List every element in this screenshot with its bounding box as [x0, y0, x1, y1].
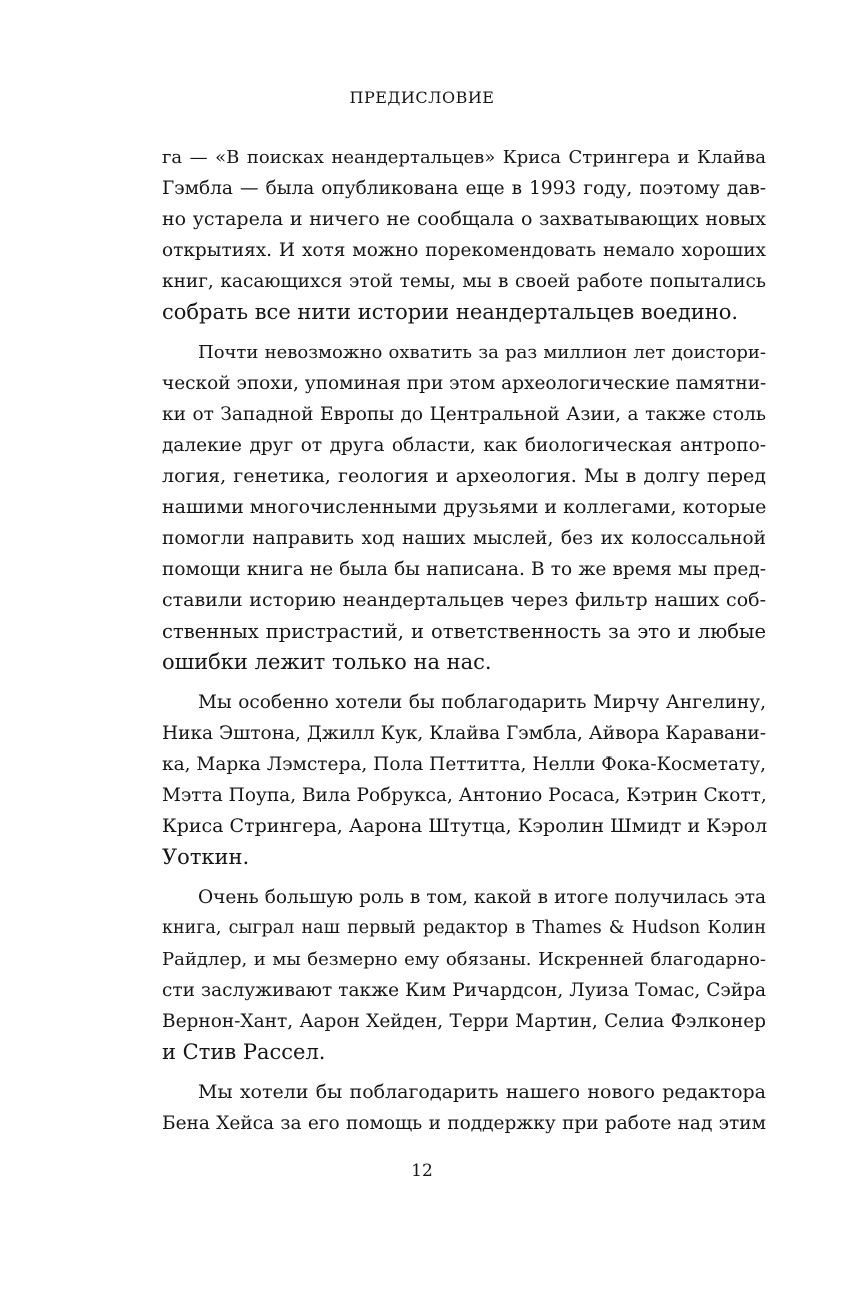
- text-line: Мэтта Поупа, Вила Робрукса, Антонио Росаса, Кэтрин Скотт,: [162, 785, 767, 806]
- text-line: ственных пристрастий, и ответственность за это и любые: [162, 620, 766, 643]
- text-line: ческой эпохи, упоминая при этом археологические памятни-: [162, 373, 767, 394]
- text-line: Гэмбла — была опубликована еще в 1993 году, поэтому дав-: [162, 178, 766, 199]
- text-line: но устарела и ничего не сообщала о захватывающих новых: [162, 208, 766, 230]
- text-line: Мы особенно хотели бы поблагодарить Мирчу Ангелину,: [198, 692, 766, 713]
- text-line: собрать все нити истории неандертальцев воедино.: [162, 300, 739, 324]
- text-line: га — «В поисках неандертальцев» Криса Стрингера и Клайва: [162, 147, 766, 168]
- text-line: ошибки лежит только на нас.: [162, 650, 492, 674]
- paragraph-3: [162, 687, 766, 873]
- paragraph-1: [162, 142, 766, 328]
- text-line: ки от Западной Европы до Центральной Азии, а также столь: [162, 404, 766, 425]
- text-line: книга, сыграл наш первый редактор в Thames & Hudson Колин: [162, 918, 766, 938]
- text-line: помогли направить ход наших мыслей, без их колоссальной: [162, 528, 766, 549]
- text-line: Мы хотели бы поблагодарить нашего нового редактора: [198, 1081, 766, 1103]
- text-line: помощи книга не была бы написана. В то же время мы пред-: [162, 559, 766, 580]
- text-line: Ника Эштона, Джилл Кук, Клайва Гэмбла, Айвора Каравани-: [162, 723, 766, 744]
- text-line: сти заслуживают также Ким Ричардсон, Луиза Томас, Сэйра: [162, 980, 766, 1001]
- text-line: Бена Хейса за его помощь и поддержку при работе над этим: [162, 1113, 766, 1134]
- text-line: Почти невозможно охватить за раз миллион лет доистори-: [198, 342, 766, 363]
- text-line: и Стив Рассел.: [162, 1040, 326, 1064]
- text-line: Очень большую роль в том, какой в итоге получилась эта: [198, 887, 766, 908]
- text-line: Вернон-Хант, Аарон Хейден, Терри Мартин, Селиа Фэлконер: [162, 1011, 766, 1032]
- paragraph-4: [162, 882, 766, 1068]
- text-line: книг, касающихся этой темы, мы в своей работе попытались: [162, 271, 766, 292]
- text-line: Уоткин.: [162, 845, 250, 869]
- text-line: ка, Марка Лэмстера, Пола Петтитта, Нелли Фока-Косметату,: [162, 754, 766, 775]
- text-line: Райдлер, и мы безмерно ему обязаны. Искренней благодарно-: [162, 949, 766, 970]
- text-line: открытиях. И хотя можно порекомендовать немало хороших: [162, 240, 766, 261]
- text-line: Криса Стрингера, Аарона Штутца, Кэролин Шмидт и Кэрол: [162, 815, 768, 837]
- running-head: ПРЕДИСЛОВИЕ: [349, 88, 495, 107]
- body-text: [162, 142, 766, 1148]
- text-line: далекие друг от друга области, как биологическая антропо-: [162, 435, 766, 456]
- text-line: логия, генетика, геология и археология. Мы в долгу перед: [162, 465, 766, 487]
- page-number: 12: [411, 1161, 433, 1181]
- paragraph-2: [162, 337, 766, 678]
- text-line: нашими многочисленными друзьями и коллегами, которые: [162, 496, 767, 518]
- paragraph-5: [162, 1077, 766, 1139]
- text-line: ставили историю неандертальцев через фильтр наших соб-: [162, 589, 766, 611]
